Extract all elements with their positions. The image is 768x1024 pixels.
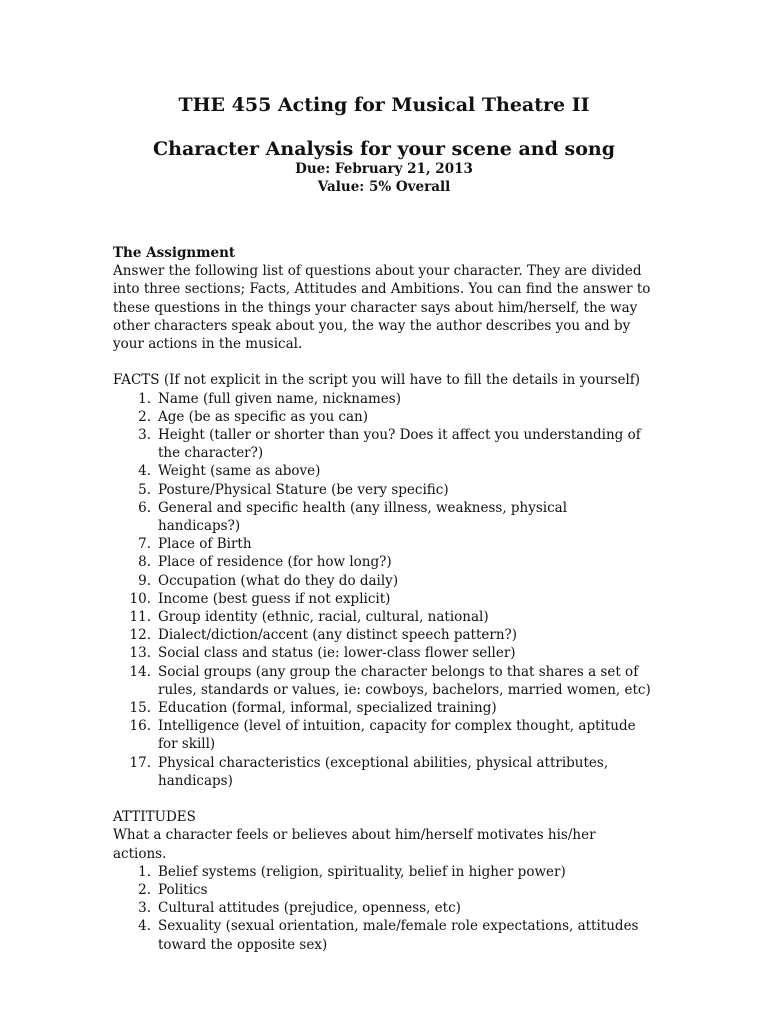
list-item (113, 390, 653, 408)
list-item (113, 917, 653, 953)
list-item-text: Height (taller or shorter than you? Does it affect you understanding of the character?) (158, 427, 641, 462)
attitudes-intro: What a character feels or believes about him/herself motivates his/her actions. (113, 827, 596, 862)
list-item-text: Politics (158, 882, 208, 899)
list-item (113, 426, 653, 462)
document-body (113, 244, 653, 954)
list-item-number: 8. (138, 554, 151, 571)
list-item-text: Group identity (ethnic, racial, cultural, national) (158, 609, 489, 626)
list-item (113, 553, 653, 571)
list-item (113, 754, 653, 790)
list-item-number: 2. (138, 882, 151, 899)
list-item (113, 699, 653, 717)
attitudes-list (113, 863, 653, 954)
list-item-number: 9. (138, 572, 151, 589)
list-item (113, 717, 653, 753)
list-item (113, 863, 653, 881)
assignment-text: Answer the following list of questions about your character. They are divided into three sections; Facts, Attitudes and Ambitions. You can find the answer to these questions in the things your character says about him/herself, the way other characters speak about you, the way the author describes you and by your actions in the musical. (113, 263, 651, 353)
list-item-number: 11. (129, 609, 151, 626)
list-item-text: Place of Birth (158, 536, 252, 553)
assignment-heading: The Assignment (113, 245, 236, 261)
list-item (113, 481, 653, 499)
list-item-number: 1. (138, 390, 151, 407)
facts-list (113, 390, 653, 790)
facts-heading: FACTS (If not explicit in the script you will have to fill the details in yourself) (113, 372, 641, 389)
list-item-text: Age (be as specific as you can) (158, 408, 369, 425)
list-item-text: Name (full given name, nicknames) (158, 390, 401, 407)
list-item-number: 17. (129, 754, 151, 771)
list-item (113, 462, 653, 480)
list-item-text: Social groups (any group the character belongs to that shares a set of rules, standards or values, ie: cowboys, bachelors, married women, etc) (158, 663, 651, 698)
list-item (113, 408, 653, 426)
document-title: THE 455 Acting for Musical Theatre II (178, 94, 590, 116)
list-item-text: Occupation (what do they do daily) (158, 572, 399, 589)
list-item (113, 626, 653, 644)
list-item-text: Physical characteristics (exceptional abilities, physical attributes, handicaps) (158, 754, 609, 789)
list-item-number: 14. (129, 663, 151, 680)
list-item (113, 663, 653, 699)
grade-value: Value: 5% Overall (317, 179, 451, 195)
list-item-number: 1. (138, 863, 151, 880)
list-item-number: 3. (138, 900, 151, 917)
list-item (113, 608, 653, 626)
list-item (113, 899, 653, 917)
list-item-text: Weight (same as above) (158, 463, 321, 480)
list-item-text: Social class and status (ie: lower-class flower seller) (158, 645, 516, 662)
list-item-number: 2. (138, 408, 151, 425)
list-item-text: Belief systems (religion, spirituality, belief in higher power) (158, 863, 566, 880)
list-item-text: Cultural attitudes (prejudice, openness, etc) (158, 900, 461, 917)
list-item-number: 3. (138, 427, 151, 444)
list-item-number: 5. (138, 481, 151, 498)
list-item-number: 4. (138, 918, 151, 935)
list-item-number: 7. (138, 536, 151, 553)
list-item-text: Posture/Physical Stature (be very specific) (158, 481, 449, 498)
list-item-number: 12. (129, 627, 151, 644)
list-item-text: Education (formal, informal, specialized training) (158, 700, 497, 717)
list-item (113, 590, 653, 608)
list-item (113, 499, 653, 535)
list-item-text: Place of residence (for how long?) (158, 554, 392, 571)
document-subtitle: Character Analysis for your scene and song (153, 138, 615, 160)
list-item (113, 535, 653, 553)
list-item-text: Sexuality (sexual orientation, male/female role expectations, attitudes toward the opposite sex) (158, 918, 639, 953)
list-item-number: 10. (129, 590, 151, 607)
list-item-number: 6. (138, 499, 151, 516)
list-item-number: 15. (129, 700, 151, 717)
list-item (113, 572, 653, 590)
list-item-text: General and specific health (any illness, weakness, physical handicaps?) (158, 499, 568, 535)
list-item (113, 644, 653, 662)
list-item (113, 881, 653, 899)
list-item-number: 4. (138, 463, 151, 480)
due-date: Due: February 21, 2013 (295, 161, 473, 177)
list-item-number: 16. (129, 718, 151, 735)
list-item-text: Dialect/diction/accent (any distinct speech pattern?) (158, 627, 518, 644)
list-item-text: Intelligence (level of intuition, capacity for complex thought, aptitude for skill) (158, 718, 636, 753)
attitudes-heading: ATTITUDES (113, 809, 196, 826)
list-item-number: 13. (129, 645, 151, 662)
list-item-text: Income (best guess if not explicit) (158, 590, 391, 607)
